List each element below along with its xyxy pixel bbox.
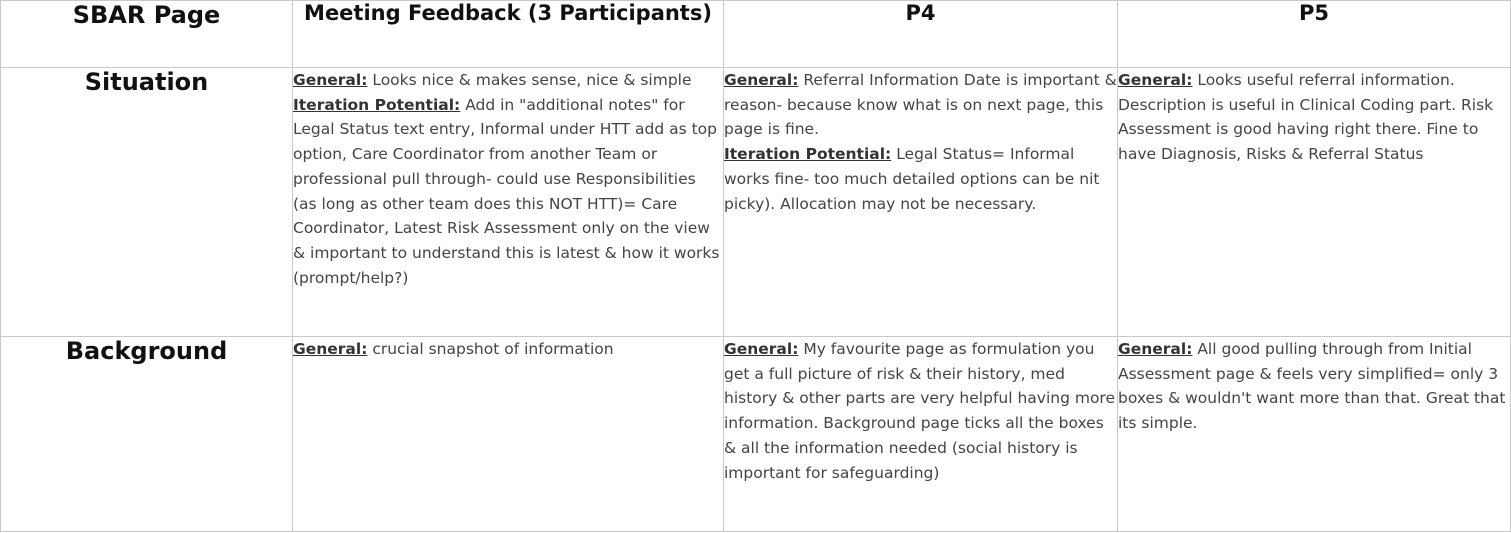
general-label: General: bbox=[1118, 340, 1193, 358]
iteration-potential-text: Add in "additional notes" for Legal Status text entry, Informal under HTT add as top option, Care Coordinator from another Team or professional pull through- could use Responsibilities (as long as other team does this NOT HTT)= Care Coordinator, Latest Risk Assessment only on the view & important to understand this is latest & how it works (prompt/help?) bbox=[293, 95, 720, 287]
cell-background-meeting-feedback bbox=[293, 337, 724, 532]
header-meeting-feedback: Meeting Feedback (3 Participants) bbox=[293, 1, 724, 68]
general-label: General: bbox=[293, 340, 368, 358]
header-p4: P4 bbox=[724, 1, 1118, 68]
cell-background-p5 bbox=[1118, 337, 1511, 532]
general-label: General: bbox=[724, 340, 799, 358]
iteration-potential-label: Iteration Potential: bbox=[724, 145, 892, 164]
cell-situation-p5 bbox=[1118, 68, 1511, 337]
cell-situation-p4 bbox=[724, 68, 1118, 337]
general-label: General: bbox=[1118, 71, 1193, 89]
row-label-background: Background bbox=[1, 337, 293, 532]
header-p5: P5 bbox=[1118, 1, 1511, 68]
general-label: General: bbox=[293, 71, 368, 89]
row-label-situation: Situation bbox=[1, 68, 293, 337]
general-text: Looks nice & makes sense, nice & simple bbox=[367, 71, 692, 89]
cell-situation-meeting-feedback bbox=[293, 68, 724, 337]
general-text: All good pulling through from Initial Assessment page & feels very simplified= only 3 boxes & wouldn't want more than that. Great that its simple. bbox=[1118, 340, 1506, 433]
cell-background-p4 bbox=[724, 337, 1118, 532]
header-sbar-page: SBAR Page bbox=[1, 1, 293, 68]
general-text: crucial snapshot of information bbox=[367, 340, 614, 358]
header-row bbox=[1, 1, 1511, 68]
general-text: My favourite page as formulation you get a full picture of risk & their history, med history & other parts are very helpful having more information. Background page ticks all the boxes & all the information needed (social history is important for safeguarding) bbox=[724, 340, 1115, 482]
general-text: Referral Information Date is important & reason- because know what is on next page, this page is fine. bbox=[724, 71, 1117, 139]
iteration-potential-text: Legal Status= Informal works fine- too much detailed options can be nit picky). Allocation may not be necessary. bbox=[724, 145, 1100, 213]
table-row bbox=[1, 68, 1511, 337]
iteration-potential-label: Iteration Potential: bbox=[293, 95, 461, 114]
general-label: General: bbox=[724, 71, 799, 89]
general-text: Looks useful referral information. Description is useful in Clinical Coding part. Risk Assessment is good having right there. Fine to have Diagnosis, Risks & Referral Status bbox=[1118, 71, 1494, 164]
table-row bbox=[1, 337, 1511, 532]
